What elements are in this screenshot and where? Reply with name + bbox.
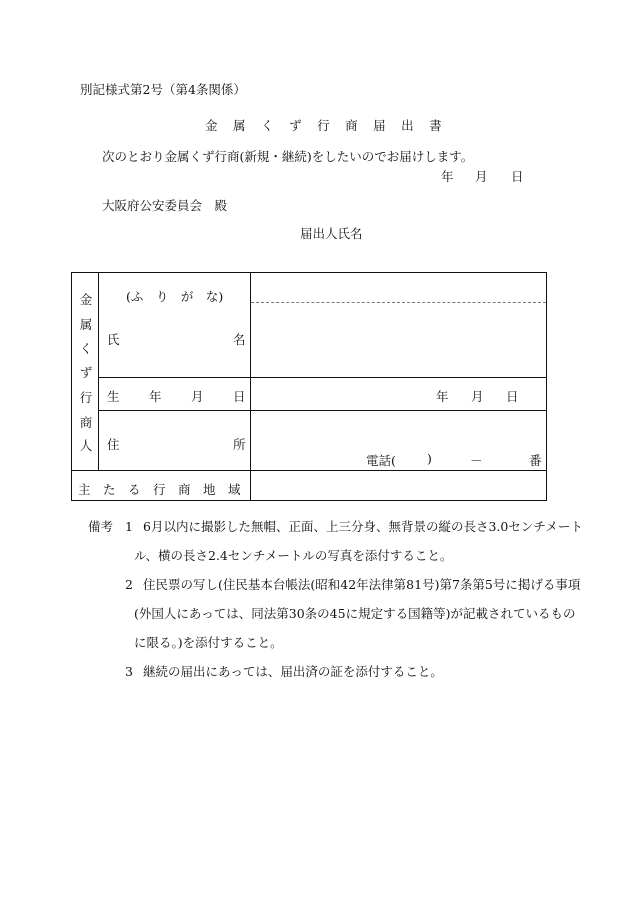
row-divider-dob-bottom [98,410,546,411]
date-year-label: 年 [441,169,454,184]
name-label-last: 名 [233,332,246,347]
furigana-label: (ふ り が な) [126,289,224,304]
note-text: ル、横の長さ2.4センチメートルの写真を添付すること。 [134,548,453,563]
note-item [88,628,558,657]
note-text: 継続の届出にあっては、届出済の証を添付すること。 [143,664,443,679]
col-divider-value [250,273,251,500]
date-month-label: 月 [475,169,488,184]
title-char: 出 [401,118,415,133]
name-label-first: 氏 [107,332,120,347]
note-number: 2 [125,577,133,592]
address-label-first: 住 [107,437,120,452]
note-text: 住民票の写し(住民基本台帳法(昭和42年法律第81号)第7条第5号に掲げる事項 [143,577,581,592]
addressee: 大阪府公安委員会 殿 [102,198,228,213]
phone-suffix: 番 [529,453,542,468]
title-char: く [261,118,275,133]
applicant-info-table [71,272,547,501]
note-number: 3 [125,664,133,679]
note-number: 1 [125,519,133,534]
title-char: 届 [373,118,387,133]
form-reference: 別記様式第2号（第4条関係） [80,82,246,97]
title-char: 属 [233,118,247,133]
address-value-field[interactable] [252,412,546,469]
phone-close: ) [427,451,432,466]
submission-date[interactable] [441,167,524,185]
phone-dash: － [470,453,483,468]
row-divider-dob-top [98,377,546,378]
document-title [205,116,443,134]
note-text: 6月以内に撮影した無帽、正面、上三分身、無背景の縦の長さ3.0センチメート [143,519,583,534]
note-item [88,599,576,628]
note-item [88,657,558,686]
applicant-name-label: 届出人氏名 [300,226,363,241]
main-area-value-field[interactable] [252,472,546,500]
title-char: 金 [205,118,219,133]
title-char: 商 [345,118,359,133]
row-divider-main-area [72,470,546,471]
note-item [88,570,581,599]
address-label-last: 所 [233,437,246,452]
date-day-label: 日 [511,169,524,184]
notes-heading: 備考 [88,519,114,534]
name-value-field[interactable] [252,304,546,376]
note-item [88,541,558,570]
title-char: 書 [429,118,443,133]
title-char: ず [289,118,303,133]
note-item [88,512,583,541]
side-label-vertical: 金 属 く ず 行 商 人 [79,292,93,453]
note-text: に限る。)を添付すること。 [134,635,283,650]
note-text: (外国人にあっては、同法第30条の45に規定する国籍等)が記載されているもの [134,606,576,621]
main-area-label: 主 た る 行 商 地 域 [78,482,241,497]
dob-label: 生 年 月 日 [107,389,246,404]
notes-section [88,512,583,686]
phone-prefix: 電話( [366,453,396,468]
intro-text: 次のとおり金属くず行商(新規・継続)をしたいのでお届けします。 [102,149,474,164]
furigana-dashed-line [251,302,546,303]
dob-value-field[interactable]: 年 月 日 [436,389,519,404]
title-char: 行 [317,118,331,133]
